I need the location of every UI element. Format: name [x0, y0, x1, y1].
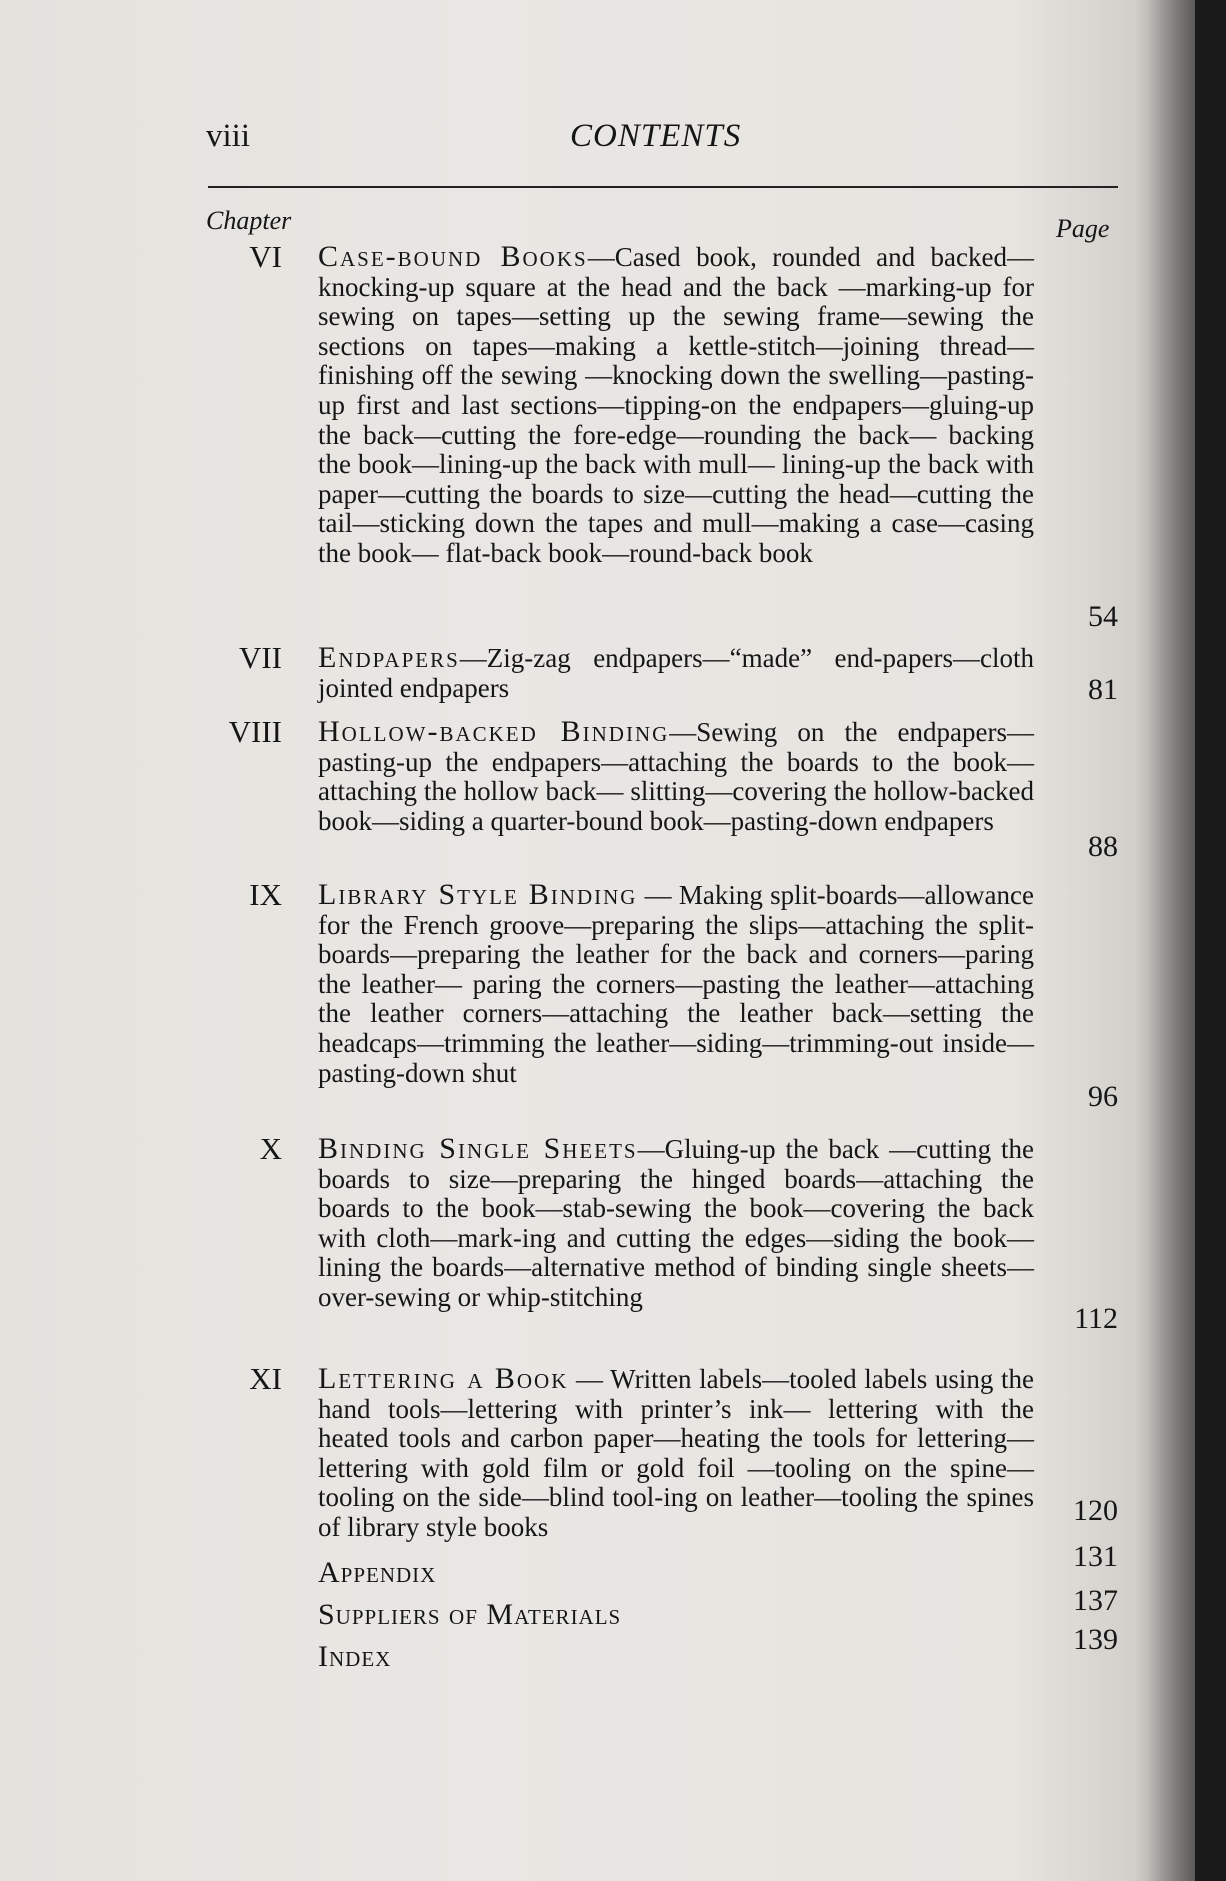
- chapter-page: 120: [1073, 1494, 1118, 1527]
- chapter-body: [318, 643, 1034, 703]
- chapter-body: [318, 1364, 1034, 1543]
- chapter-number: VI: [249, 239, 282, 274]
- chapter-title: Library Style Binding: [318, 878, 638, 911]
- chapter-body: [318, 1134, 1034, 1313]
- suppliers-title: Suppliers of Materials: [318, 1598, 622, 1631]
- page-title: CONTENTS: [570, 118, 742, 154]
- chapter-page: 88: [1088, 830, 1118, 863]
- chapter-description: — Making split-boards—allowance for the French groove—preparing the slips—attaching the split-boards—preparing the leather for the back and corners—paring the leather— paring the corners—pasting the leather—attaching the leather corners—attaching the leather back—setting the headcaps—trimming the leather—siding—trimming-out inside—pasting-down shut: [318, 880, 1034, 1088]
- suppliers-page: 137: [1073, 1584, 1118, 1617]
- page-number: viii: [206, 118, 251, 154]
- index-title: Index: [318, 1640, 392, 1673]
- chapter-description: —Sewing on the endpapers—pasting-up the endpapers—attaching the boards to the book—attaching the hollow back— slitting—covering the hollow-backed book—siding a quarter-bound book—pasting-down endpapers: [318, 717, 1034, 836]
- chapter-number: IX: [249, 877, 282, 912]
- page-edge-shadow: [1135, 0, 1195, 1881]
- header-rule: [208, 186, 1118, 188]
- chapter-title: Binding Single Sheets: [318, 1132, 638, 1165]
- chapter-description: —Cased book, rounded and backed—knocking-up square at the head and the back —marking-up for sewing on tapes—setting up the sewing frame—sewing the sections on tapes—making a kettle-stitch—joining thread—finishing off the sewing —knocking down the swelling—pasting-up first and last sections—tipping-on the endpapers—gluing-up the back—cutting the fore-edge—rounding the back— backing the book—lining-up the back with mull— lining-up the back with paper—cutting the boards to size—cutting the head—cutting the tail—sticking down the tapes and mull—making a case—casing the book— flat-back book—round-back book: [318, 242, 1034, 568]
- chapter-page: 112: [1074, 1302, 1118, 1335]
- chapter-body: [318, 717, 1034, 836]
- page-column-label: Page: [1056, 214, 1110, 243]
- appendix-page: 131: [1073, 1540, 1118, 1573]
- chapter-description: — Written labels—tooled labels using the hand tools—lettering with printer’s ink— lettering with the heated tools and carbon paper—heating the tools for lettering—lettering with gold film or gold foil —tooling on the spine—tooling on the side—blind tool-ing on leather—tooling the spines of library style books: [318, 1364, 1034, 1542]
- appendix-title: Appendix: [318, 1556, 437, 1589]
- chapter-number: VIII: [228, 714, 282, 749]
- chapter-page: 81: [1088, 673, 1118, 706]
- chapter-title: Lettering a Book: [318, 1362, 569, 1395]
- chapter-column-label: Chapter: [206, 206, 292, 235]
- chapter-body: [318, 242, 1034, 569]
- chapter-title: Hollow-backed Binding: [318, 715, 670, 748]
- chapter-title: Endpapers: [318, 641, 460, 674]
- chapter-description: —Gluing-up the back —cutting the boards to size—preparing the hinged boards—attaching the boards to the book—stab-sewing the book—covering the back with cloth—mark-ing and cutting the edges—siding the book—lining the boards—alternative method of binding single sheets— over-sewing or whip-stitching: [318, 1134, 1035, 1312]
- chapter-number: XI: [249, 1361, 282, 1396]
- index-page: 139: [1073, 1623, 1118, 1656]
- chapter-body: [318, 880, 1034, 1088]
- chapter-number: VII: [238, 640, 282, 675]
- chapter-page: 96: [1088, 1080, 1118, 1113]
- chapter-title: Case-bound Books: [318, 240, 588, 273]
- chapter-page: 54: [1088, 600, 1118, 633]
- chapter-description: —Zig-zag endpapers—“made” end-papers—cloth jointed endpapers: [318, 643, 1034, 703]
- chapter-number: X: [259, 1131, 282, 1166]
